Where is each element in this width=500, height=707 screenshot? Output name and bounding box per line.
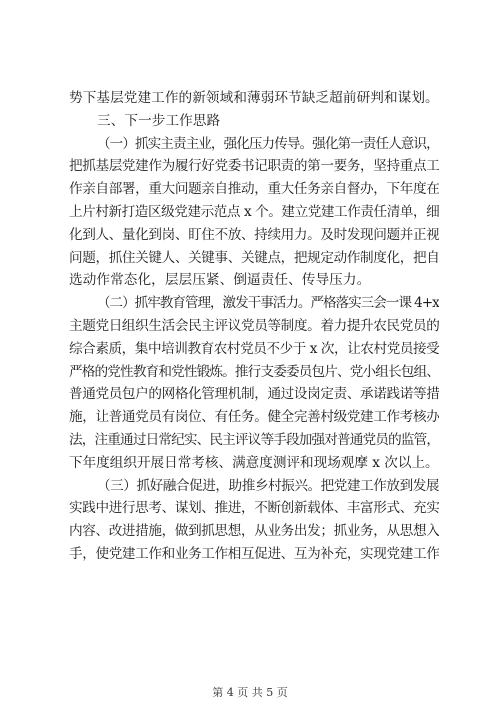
text-line-13: 严格的党性教育和党性锻炼。推行支委委员包片、党小组长包组、	[69, 363, 439, 380]
text-line-7: 化到人、量化到岗、盯住不放、持续用力。及时发现问题并正视	[69, 226, 439, 243]
text-line-5: 作亲自部署，重大问题亲自推动，重大任务亲自督办，下年度在	[69, 181, 439, 198]
page-number: 第 4 页 共 5 页	[212, 686, 288, 699]
text-line-14: 普通党员包户的网格化管理机制，通过设岗定责、承诺践诺等措	[69, 386, 439, 403]
section-heading: 三、下一步工作思路	[97, 112, 221, 129]
text-line-3: （一）抓实主责主业，强化压力传导。强化第一责任人意识，	[97, 135, 439, 152]
text-line-18: （三）抓好融合促进，助推乡村振兴。把党建工作放到发展	[97, 477, 439, 494]
text-line-21: 手，使党建工作和业务工作相互促进、互为补充，实现党建工作	[69, 545, 439, 562]
text-line-10: （二）抓牢教育管理，激发干事活力。严格落实三会一课 4+x	[97, 295, 439, 312]
text-line-4: 把抓基层党建作为履行好党委书记职责的第一要务，坚持重点工	[69, 158, 439, 175]
text-line-16: 法，注重通过日常纪实、民主评议等手段加强对普通党员的监管，	[69, 431, 439, 448]
text-line-11: 主题党日组织生活会民主评议党员等制度。着力提升农民党员的	[69, 317, 439, 334]
text-line-6: 上片村新打造区级党建示范点 x 个。建立党建工作责任清单，细	[69, 203, 439, 220]
text-line-19: 实践中进行思考、谋划、推进，不断创新载体、丰富形式、充实	[69, 500, 439, 517]
text-line-12: 综合素质，集中培训教育农村党员不少于 x 次，让农村党员接受	[69, 340, 439, 357]
text-line-1: 势下基层党建工作的新领域和薄弱环节缺乏超前研判和谋划。	[69, 90, 439, 106]
text-line-17: 下年度组织开展日常考核、满意度测评和现场观摩 x 次以上。	[69, 454, 439, 471]
text-line-15: 施，让普通党员有岗位、有任务。健全完善村级党建工作考核办	[69, 409, 439, 426]
text-line-8: 问题，抓住关键人、关键事、关键点，把规定动作制度化，把自	[69, 249, 439, 266]
text-line-20: 内容、改进措施，做到抓思想，从业务出发；抓业务，从思想入	[69, 523, 439, 540]
document-body	[69, 87, 439, 566]
text-line-9: 选动作常态化，层层压紧、倒逼责任、传导压力。	[69, 272, 371, 289]
